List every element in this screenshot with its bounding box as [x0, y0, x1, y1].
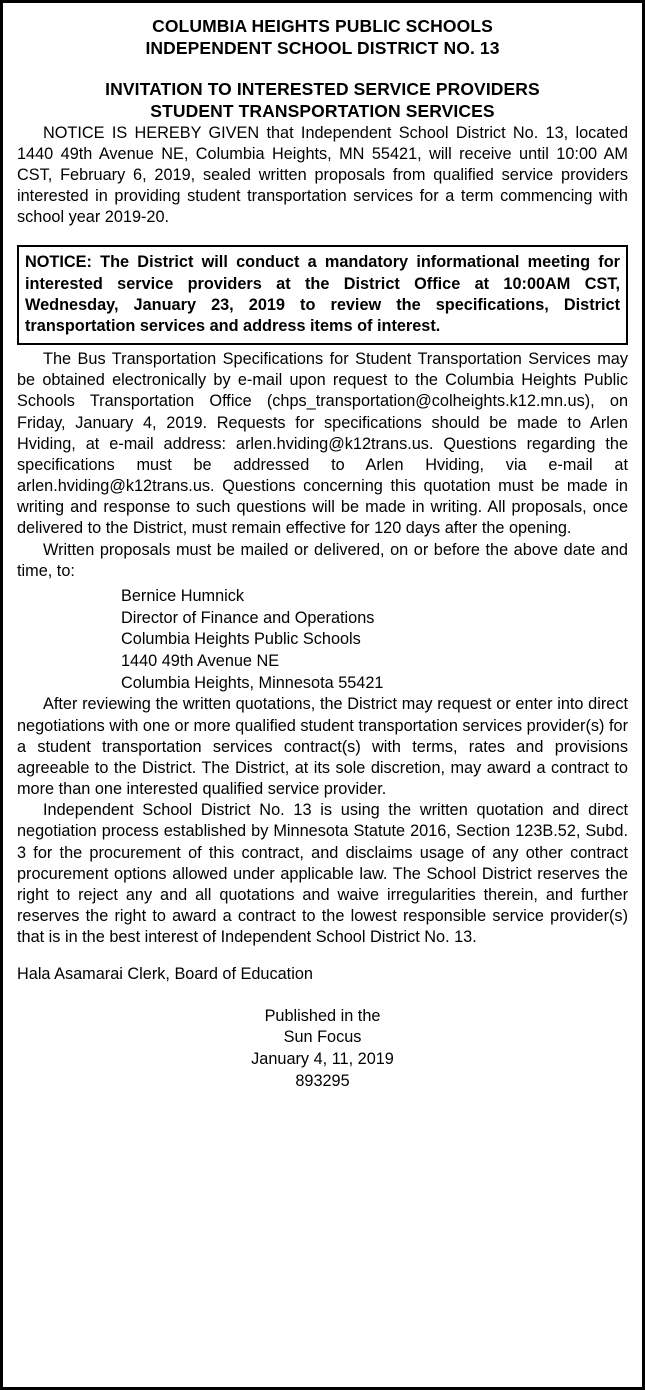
publication-name: Sun Focus: [283, 1028, 362, 1047]
publication-dates: January 4, 11, 2019: [251, 1049, 394, 1068]
publication-prefix: Published in the: [264, 1006, 381, 1025]
paragraph-specifications: The Bus Transportation Specifications for Student Transportation Services may be obtained electronically by e-mail upon request to the Columbia Heights Public Schools Transportation Office (chps_transportation@colheights.k12.mn.us), on Friday, January 4, 2019. Requests for specifications should be made to Arlen Hviding, at e-mail address: arlen.hviding@k12trans.us. Questions regarding the specifications must be addressed to Arlen Hviding, via e-mail at arlen.hviding@k12trans.us. Questions concerning this quotation must be made in writing and response to such questions will be made in writing. All proposals, once delivered to the District, must remain effective for 120 days after the opening.: [17, 350, 628, 538]
paragraph-proposal-delivery: Written proposals must be mailed or delivered, on or before the above date and time, to:: [17, 540, 628, 580]
notice-title-line-2: STUDENT TRANSPORTATION SERVICES: [150, 101, 495, 122]
mailing-address: [17, 586, 628, 694]
address-line-city-state-zip: Columbia Heights, Minnesota 55421: [121, 673, 384, 692]
address-line-title: Director of Finance and Operations: [121, 608, 375, 627]
clerk-signature: Hala Asamarai Clerk, Board of Education: [17, 965, 313, 984]
notice-title: [17, 78, 628, 123]
district-name-line-2: INDEPENDENT SCHOOL DISTRICT NO. 13: [145, 38, 500, 59]
mandatory-meeting-text: NOTICE: The District will conduct a mandatory informational meeting for interested service providers at the District Office at 10:00AM CST, Wednesday, January 23, 2019 to review the specifications, District transportation services and address items of interest.: [25, 253, 620, 335]
masthead: [17, 15, 628, 60]
mandatory-meeting-box: [17, 245, 628, 345]
district-name-line-1: COLUMBIA HEIGHTS PUBLIC SCHOOLS: [152, 16, 493, 36]
publication-info: [17, 1006, 628, 1093]
notice-title-line-1: INVITATION TO INTERESTED SERVICE PROVIDERS: [105, 78, 540, 99]
address-line-name: Bernice Humnick: [121, 587, 245, 605]
address-line-organization: Columbia Heights Public Schools: [121, 630, 361, 649]
paragraph-negotiations: After reviewing the written quotations, the District may request or enter into direct negotiations with one or more qualified student transportation services provider(s) for a student transportation services contract(s) with terms, rates and provisions agreeable to the District. The District, at its sole discretion, may award a contract to more than one interested qualified service provider.: [17, 695, 628, 799]
paragraph-statute: Independent School District No. 13 is using the written quotation and direct negotiation process established by Minnesota Statute 2016, Section 123B.52, Subd. 3 for the procurement of this contract, and disclaims usage of any other contract procurement options allowed under applicable law. The School District reserves the right to reject any and all quotations and waive irregularities therein, and further reserves the right to award a contract to the lowest responsible service provider(s) that is in the best interest of Independent School District No. 13.: [17, 801, 628, 947]
paragraph-notice-given: NOTICE IS HEREBY GIVEN that Independent School District No. 13, located 1440 49th Avenue NE, Columbia Heights, MN 55421, will receive until 10:00 AM CST, February 6, 2019, sealed written proposals from qualified service providers interested in providing student transportation services for a term commencing with school year 2019-20.: [17, 123, 628, 227]
publication-number: 893295: [295, 1071, 350, 1090]
address-line-street: 1440 49th Avenue NE: [121, 652, 280, 671]
